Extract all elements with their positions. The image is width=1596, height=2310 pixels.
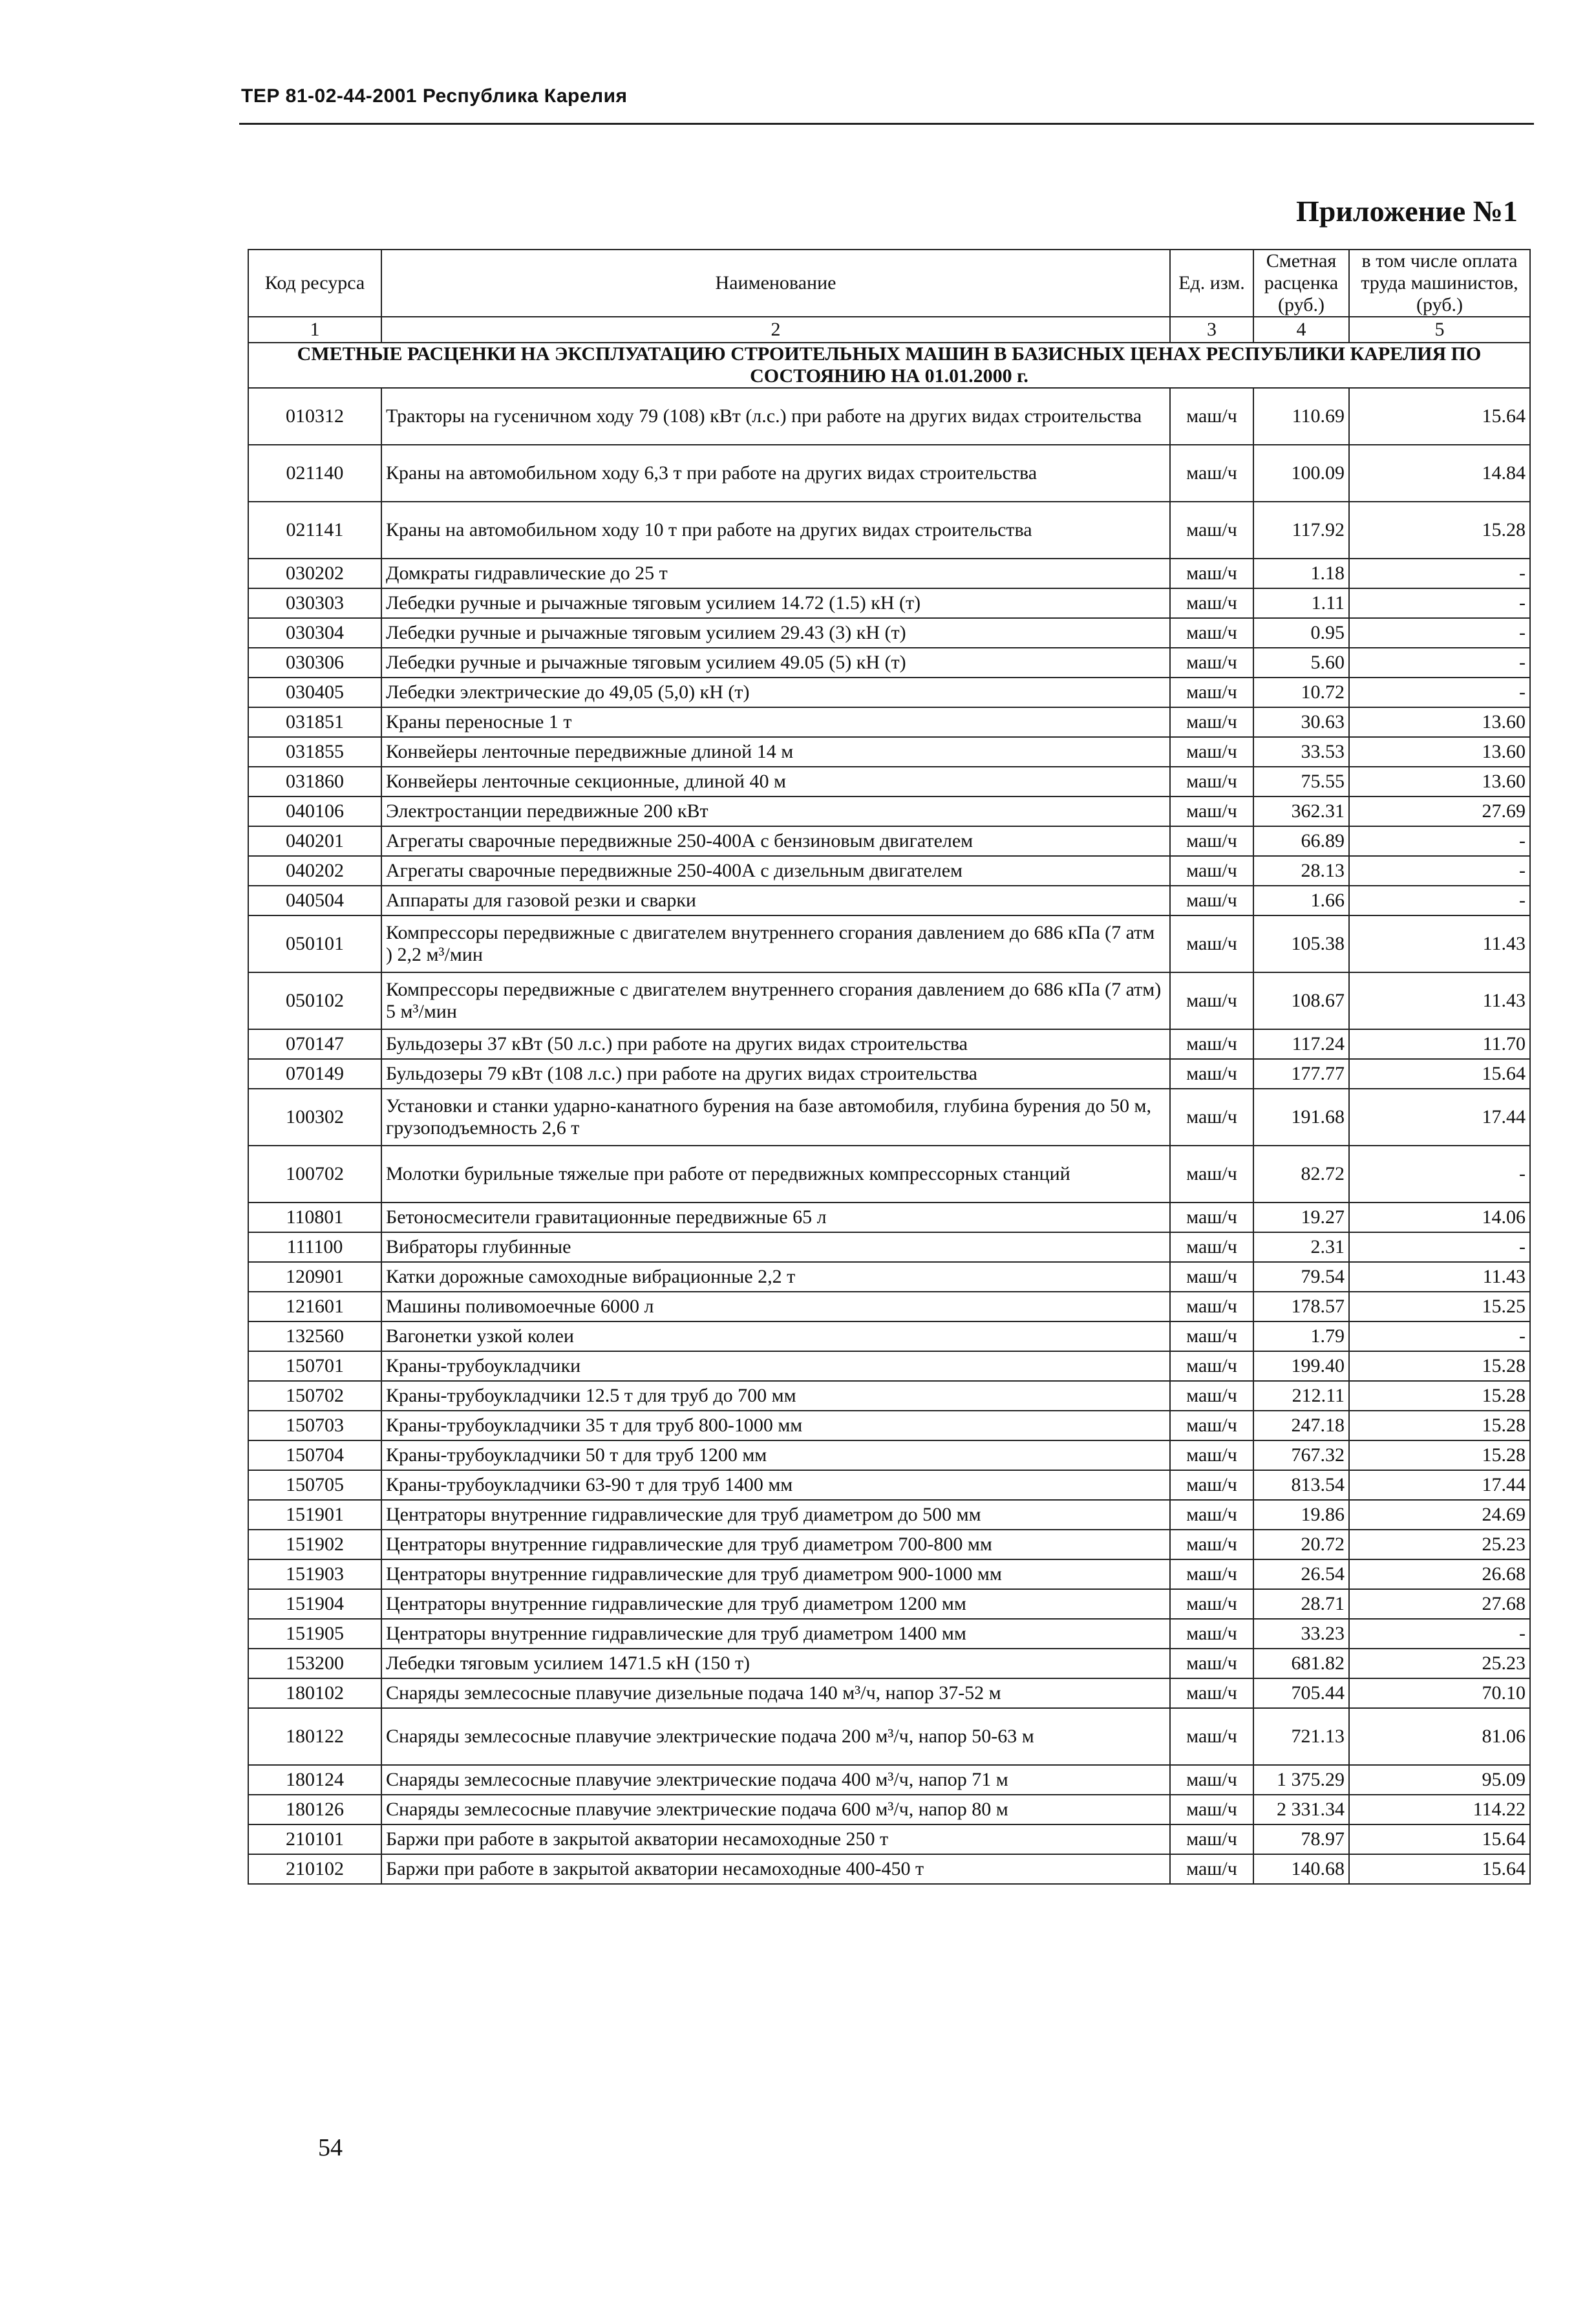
operator-wage: - — [1349, 826, 1530, 856]
table-row — [248, 1589, 1530, 1619]
resource-code: 040202 — [248, 856, 381, 886]
resource-code: 021141 — [248, 502, 381, 559]
col-number: 2 — [381, 317, 1170, 343]
resource-code: 151901 — [248, 1500, 381, 1530]
operator-wage: 15.64 — [1349, 1824, 1530, 1854]
operator-wage: 15.28 — [1349, 502, 1530, 559]
resource-name: Компрессоры передвижные с двигателем внутреннего сгорания давлением до 686 кПа (7 атм) 5 м³/мин — [381, 972, 1170, 1029]
resource-code: 030405 — [248, 678, 381, 707]
table-row — [248, 1292, 1530, 1321]
unit: маш/ч — [1170, 707, 1253, 737]
resource-code: 151904 — [248, 1589, 381, 1619]
price: 20.72 — [1253, 1530, 1349, 1559]
unit: маш/ч — [1170, 1500, 1253, 1530]
unit: маш/ч — [1170, 1292, 1253, 1321]
operator-wage: - — [1349, 559, 1530, 588]
price: 247.18 — [1253, 1411, 1349, 1440]
operator-wage: 15.28 — [1349, 1351, 1530, 1381]
unit: маш/ч — [1170, 1440, 1253, 1470]
table-row — [248, 648, 1530, 678]
table-row — [248, 1649, 1530, 1678]
table-row — [248, 1059, 1530, 1089]
price: 33.53 — [1253, 737, 1349, 767]
unit: маш/ч — [1170, 856, 1253, 886]
resource-name: Центраторы внутренние гидравлические для труб диаметром до 500 мм — [381, 1500, 1170, 1530]
unit: маш/ч — [1170, 886, 1253, 915]
unit: маш/ч — [1170, 1146, 1253, 1203]
unit: маш/ч — [1170, 388, 1253, 445]
resource-name: Баржи при работе в закрытой акватории несамоходные 250 т — [381, 1824, 1170, 1854]
operator-wage: 15.64 — [1349, 1854, 1530, 1884]
resource-name: Лебедки тяговым усилием 1471.5 кН (150 т) — [381, 1649, 1170, 1678]
table-row — [248, 1708, 1530, 1765]
resource-code: 150705 — [248, 1470, 381, 1500]
operator-wage: 11.43 — [1349, 972, 1530, 1029]
resource-name: Бетоносмесители гравитационные передвижные 65 л — [381, 1203, 1170, 1232]
unit: маш/ч — [1170, 1589, 1253, 1619]
resource-code: 180122 — [248, 1708, 381, 1765]
operator-wage: - — [1349, 588, 1530, 618]
resource-name: Аппараты для газовой резки и сварки — [381, 886, 1170, 915]
price: 177.77 — [1253, 1059, 1349, 1089]
resource-code: 040106 — [248, 797, 381, 826]
unit: маш/ч — [1170, 1854, 1253, 1884]
price: 2 331.34 — [1253, 1795, 1349, 1824]
resource-name: Краны-трубоукладчики 12.5 т для труб до 700 мм — [381, 1381, 1170, 1411]
price: 721.13 — [1253, 1708, 1349, 1765]
resource-code: 031851 — [248, 707, 381, 737]
table-row — [248, 1381, 1530, 1411]
table-row — [248, 559, 1530, 588]
table-row — [248, 1619, 1530, 1649]
resource-name: Катки дорожные самоходные вибрационные 2,2 т — [381, 1262, 1170, 1292]
price: 0.95 — [1253, 618, 1349, 648]
unit: маш/ч — [1170, 1795, 1253, 1824]
resource-name: Вибраторы глубинные — [381, 1232, 1170, 1262]
resource-name: Снаряды землесосные плавучие дизельные подача 140 м³/ч, напор 37-52 м — [381, 1678, 1170, 1708]
resource-name: Лебедки ручные и рычажные тяговым усилием 29.43 (3) кН (т) — [381, 618, 1170, 648]
price: 2.31 — [1253, 1232, 1349, 1262]
resource-name: Лебедки ручные и рычажные тяговым усилием 49.05 (5) кН (т) — [381, 648, 1170, 678]
resource-code: 040504 — [248, 886, 381, 915]
operator-wage: 15.25 — [1349, 1292, 1530, 1321]
page-number: 54 — [318, 2134, 343, 2161]
unit: маш/ч — [1170, 1381, 1253, 1411]
resource-code: 120901 — [248, 1262, 381, 1292]
operator-wage: - — [1349, 1232, 1530, 1262]
operator-wage: 13.60 — [1349, 707, 1530, 737]
resource-code: 210102 — [248, 1854, 381, 1884]
operator-wage: 27.68 — [1349, 1589, 1530, 1619]
section-title: СМЕТНЫЕ РАСЦЕНКИ НА ЭКСПЛУАТАЦИЮ СТРОИТЕЛЬНЫХ МАШИН В БАЗИСНЫХ ЦЕНАХ РЕСПУБЛИКИ КАРЕЛИЯ ПО СОСТОЯНИЮ НА 01.01.2000 г. — [248, 343, 1530, 388]
operator-wage: 81.06 — [1349, 1708, 1530, 1765]
table-row — [248, 826, 1530, 856]
table-row — [248, 588, 1530, 618]
table-row — [248, 445, 1530, 502]
col-number: 4 — [1253, 317, 1349, 343]
unit: маш/ч — [1170, 1262, 1253, 1292]
table-row — [248, 1262, 1530, 1292]
price: 767.32 — [1253, 1440, 1349, 1470]
price: 105.38 — [1253, 915, 1349, 972]
operator-wage: - — [1349, 618, 1530, 648]
price: 212.11 — [1253, 1381, 1349, 1411]
table-row — [248, 1530, 1530, 1559]
price: 117.24 — [1253, 1029, 1349, 1059]
unit: маш/ч — [1170, 445, 1253, 502]
unit: маш/ч — [1170, 737, 1253, 767]
resource-name: Домкраты гидравлические до 25 т — [381, 559, 1170, 588]
price: 681.82 — [1253, 1649, 1349, 1678]
unit: маш/ч — [1170, 1530, 1253, 1559]
resource-code: 100302 — [248, 1089, 381, 1146]
operator-wage: 11.43 — [1349, 915, 1530, 972]
table-row — [248, 1559, 1530, 1589]
resource-name: Бульдозеры 79 кВт (108 л.с.) при работе на других видах строительства — [381, 1059, 1170, 1089]
resource-name: Тракторы на гусеничном ходу 79 (108) кВт (л.с.) при работе на других видах строительства — [381, 388, 1170, 445]
col-header-code: Код ресурса — [248, 250, 381, 317]
resource-name: Вагонетки узкой колеи — [381, 1321, 1170, 1351]
table-row — [248, 1824, 1530, 1854]
resource-name: Лебедки ручные и рычажные тяговым усилием 14.72 (1.5) кН (т) — [381, 588, 1170, 618]
operator-wage: 15.28 — [1349, 1381, 1530, 1411]
table-row — [248, 737, 1530, 767]
column-number-row — [248, 317, 1530, 343]
price: 1.66 — [1253, 886, 1349, 915]
resource-name: Краны-трубоукладчики 50 т для труб 1200 мм — [381, 1440, 1170, 1470]
price: 79.54 — [1253, 1262, 1349, 1292]
unit: маш/ч — [1170, 915, 1253, 972]
table-row — [248, 1765, 1530, 1795]
resource-code: 010312 — [248, 388, 381, 445]
col-header-name: Наименование — [381, 250, 1170, 317]
table-row — [248, 1854, 1530, 1884]
price: 5.60 — [1253, 648, 1349, 678]
table-row — [248, 1411, 1530, 1440]
resource-name: Установки и станки ударно-канатного бурения на базе автомобиля, глубина бурения до 50 м, грузоподъемность 2,6 т — [381, 1089, 1170, 1146]
resource-code: 150701 — [248, 1351, 381, 1381]
unit: маш/ч — [1170, 1321, 1253, 1351]
operator-wage: 14.84 — [1349, 445, 1530, 502]
resource-code: 040201 — [248, 826, 381, 856]
resource-name: Центраторы внутренние гидравлические для труб диаметром 700-800 мм — [381, 1530, 1170, 1559]
table-row — [248, 618, 1530, 648]
operator-wage: - — [1349, 856, 1530, 886]
operator-wage: 17.44 — [1349, 1470, 1530, 1500]
resource-name: Снаряды землесосные плавучие электрические подача 200 м³/ч, напор 50-63 м — [381, 1708, 1170, 1765]
price: 110.69 — [1253, 388, 1349, 445]
table-row — [248, 1678, 1530, 1708]
unit: маш/ч — [1170, 678, 1253, 707]
price: 1.79 — [1253, 1321, 1349, 1351]
resource-code: 153200 — [248, 1649, 381, 1678]
resource-name: Краны-трубоукладчики 63-90 т для труб 1400 мм — [381, 1470, 1170, 1500]
price: 66.89 — [1253, 826, 1349, 856]
price: 1.11 — [1253, 588, 1349, 618]
table-row — [248, 1321, 1530, 1351]
price: 100.09 — [1253, 445, 1349, 502]
resource-code: 150704 — [248, 1440, 381, 1470]
unit: маш/ч — [1170, 648, 1253, 678]
resource-name: Конвейеры ленточные секционные, длиной 40 м — [381, 767, 1170, 797]
resource-name: Компрессоры передвижные с двигателем внутреннего сгорания давлением до 686 кПа (7 атм ) 2,2 м³/мин — [381, 915, 1170, 972]
col-number: 5 — [1349, 317, 1530, 343]
resource-code: 030202 — [248, 559, 381, 588]
resource-code: 151905 — [248, 1619, 381, 1649]
price: 108.67 — [1253, 972, 1349, 1029]
section-title-row — [248, 343, 1530, 388]
unit: маш/ч — [1170, 588, 1253, 618]
resource-code: 180124 — [248, 1765, 381, 1795]
table-row — [248, 797, 1530, 826]
resource-code: 110801 — [248, 1203, 381, 1232]
resource-name: Агрегаты сварочные передвижные 250-400А с дизельным двигателем — [381, 856, 1170, 886]
col-number: 3 — [1170, 317, 1253, 343]
unit: маш/ч — [1170, 1559, 1253, 1589]
resource-name: Конвейеры ленточные передвижные длиной 14 м — [381, 737, 1170, 767]
operator-wage: 17.44 — [1349, 1089, 1530, 1146]
document-header: ТЕР 81-02-44-2001 Республика Карелия — [241, 85, 628, 107]
operator-wage: 14.06 — [1349, 1203, 1530, 1232]
unit: маш/ч — [1170, 1708, 1253, 1765]
resource-name: Краны-трубоукладчики — [381, 1351, 1170, 1381]
unit: маш/ч — [1170, 559, 1253, 588]
col-header-wage: в том числе оплата труда машинистов, (руб.) — [1349, 250, 1530, 317]
table-row — [248, 915, 1530, 972]
unit: маш/ч — [1170, 972, 1253, 1029]
price: 19.27 — [1253, 1203, 1349, 1232]
resource-name: Краны переносные 1 т — [381, 707, 1170, 737]
unit: маш/ч — [1170, 1059, 1253, 1089]
operator-wage: 15.64 — [1349, 1059, 1530, 1089]
resource-code: 151903 — [248, 1559, 381, 1589]
col-number: 1 — [248, 317, 381, 343]
operator-wage: 15.28 — [1349, 1440, 1530, 1470]
col-header-unit: Ед. изм. — [1170, 250, 1253, 317]
unit: маш/ч — [1170, 826, 1253, 856]
table-row — [248, 678, 1530, 707]
resource-code: 050102 — [248, 972, 381, 1029]
resource-name: Снаряды землесосные плавучие электрические подача 400 м³/ч, напор 71 м — [381, 1765, 1170, 1795]
resource-code: 180126 — [248, 1795, 381, 1824]
resource-name: Краны на автомобильном ходу 6,3 т при работе на других видах строительства — [381, 445, 1170, 502]
operator-wage: 95.09 — [1349, 1765, 1530, 1795]
resource-code: 030306 — [248, 648, 381, 678]
operator-wage: 27.69 — [1349, 797, 1530, 826]
unit: маш/ч — [1170, 1232, 1253, 1262]
unit: маш/ч — [1170, 1470, 1253, 1500]
unit: маш/ч — [1170, 767, 1253, 797]
resource-code: 031860 — [248, 767, 381, 797]
resource-code: 132560 — [248, 1321, 381, 1351]
unit: маш/ч — [1170, 1203, 1253, 1232]
unit: маш/ч — [1170, 1619, 1253, 1649]
unit: маш/ч — [1170, 618, 1253, 648]
operator-wage: 11.70 — [1349, 1029, 1530, 1059]
header-rule — [239, 123, 1534, 125]
unit: маш/ч — [1170, 797, 1253, 826]
operator-wage: 15.64 — [1349, 388, 1530, 445]
operator-wage: 114.22 — [1349, 1795, 1530, 1824]
resource-name: Центраторы внутренние гидравлические для труб диаметром 1400 мм — [381, 1619, 1170, 1649]
resource-name: Бульдозеры 37 кВт (50 л.с.) при работе на других видах строительства — [381, 1029, 1170, 1059]
table-row — [248, 1470, 1530, 1500]
resource-name: Краны на автомобильном ходу 10 т при работе на других видах строительства — [381, 502, 1170, 559]
appendix-label: Приложение №1 — [1296, 195, 1518, 228]
resource-code: 021140 — [248, 445, 381, 502]
table-row — [248, 1089, 1530, 1146]
table-row — [248, 707, 1530, 737]
price: 705.44 — [1253, 1678, 1349, 1708]
operator-wage: - — [1349, 678, 1530, 707]
operator-wage: 13.60 — [1349, 767, 1530, 797]
price: 30.63 — [1253, 707, 1349, 737]
resource-name: Баржи при работе в закрытой акватории несамоходные 400-450 т — [381, 1854, 1170, 1884]
price: 362.31 — [1253, 797, 1349, 826]
unit: маш/ч — [1170, 1765, 1253, 1795]
resource-name: Центраторы внутренние гидравлические для труб диаметром 900-1000 мм — [381, 1559, 1170, 1589]
resource-code: 180102 — [248, 1678, 381, 1708]
resource-name: Краны-трубоукладчики 35 т для труб 800-1000 мм — [381, 1411, 1170, 1440]
unit: маш/ч — [1170, 1824, 1253, 1854]
price: 75.55 — [1253, 767, 1349, 797]
table-row — [248, 1795, 1530, 1824]
unit: маш/ч — [1170, 1678, 1253, 1708]
resource-code: 121601 — [248, 1292, 381, 1321]
operator-wage: 25.23 — [1349, 1530, 1530, 1559]
table-body — [248, 388, 1530, 1884]
resource-code: 150702 — [248, 1381, 381, 1411]
resource-code: 031855 — [248, 737, 381, 767]
table-row — [248, 972, 1530, 1029]
unit: маш/ч — [1170, 1351, 1253, 1381]
resource-name: Снаряды землесосные плавучие электрические подача 600 м³/ч, напор 80 м — [381, 1795, 1170, 1824]
unit: маш/ч — [1170, 1029, 1253, 1059]
price: 82.72 — [1253, 1146, 1349, 1203]
resource-code: 210101 — [248, 1824, 381, 1854]
table-row — [248, 1500, 1530, 1530]
table-row — [248, 886, 1530, 915]
unit: маш/ч — [1170, 1411, 1253, 1440]
table-row — [248, 1203, 1530, 1232]
price: 140.68 — [1253, 1854, 1349, 1884]
table-row — [248, 856, 1530, 886]
price: 78.97 — [1253, 1824, 1349, 1854]
price: 1.18 — [1253, 559, 1349, 588]
resource-code: 030304 — [248, 618, 381, 648]
table-row — [248, 1029, 1530, 1059]
operator-wage: 26.68 — [1349, 1559, 1530, 1589]
table-row — [248, 1146, 1530, 1203]
price: 26.54 — [1253, 1559, 1349, 1589]
resource-name: Молотки бурильные тяжелые при работе от передвижных компрессорных станций — [381, 1146, 1170, 1203]
table-row — [248, 1351, 1530, 1381]
resource-code: 050101 — [248, 915, 381, 972]
resource-code: 100702 — [248, 1146, 381, 1203]
price: 28.13 — [1253, 856, 1349, 886]
unit: маш/ч — [1170, 502, 1253, 559]
price: 19.86 — [1253, 1500, 1349, 1530]
resource-code: 070147 — [248, 1029, 381, 1059]
unit: маш/ч — [1170, 1649, 1253, 1678]
col-header-price: Сметная расценка (руб.) — [1253, 250, 1349, 317]
table-header-row — [248, 250, 1530, 317]
table-row — [248, 388, 1530, 445]
operator-wage: - — [1349, 648, 1530, 678]
resource-code: 070149 — [248, 1059, 381, 1089]
resource-name: Машины поливомоечные 6000 л — [381, 1292, 1170, 1321]
operator-wage: - — [1349, 1619, 1530, 1649]
rates-table — [248, 249, 1531, 1885]
price: 191.68 — [1253, 1089, 1349, 1146]
operator-wage: - — [1349, 886, 1530, 915]
operator-wage: 25.23 — [1349, 1649, 1530, 1678]
table-row — [248, 1232, 1530, 1262]
operator-wage: - — [1349, 1146, 1530, 1203]
operator-wage: 13.60 — [1349, 737, 1530, 767]
operator-wage: - — [1349, 1321, 1530, 1351]
price: 117.92 — [1253, 502, 1349, 559]
resource-name: Лебедки электрические до 49,05 (5,0) кН (т) — [381, 678, 1170, 707]
resource-name: Агрегаты сварочные передвижные 250-400А с бензиновым двигателем — [381, 826, 1170, 856]
operator-wage: 15.28 — [1349, 1411, 1530, 1440]
resource-code: 151902 — [248, 1530, 381, 1559]
operator-wage: 24.69 — [1349, 1500, 1530, 1530]
table-row — [248, 1440, 1530, 1470]
table-row — [248, 767, 1530, 797]
resource-code: 030303 — [248, 588, 381, 618]
operator-wage: 70.10 — [1349, 1678, 1530, 1708]
price: 28.71 — [1253, 1589, 1349, 1619]
resource-code: 150703 — [248, 1411, 381, 1440]
price: 33.23 — [1253, 1619, 1349, 1649]
price: 1 375.29 — [1253, 1765, 1349, 1795]
price: 813.54 — [1253, 1470, 1349, 1500]
unit: маш/ч — [1170, 1089, 1253, 1146]
price: 178.57 — [1253, 1292, 1349, 1321]
price: 10.72 — [1253, 678, 1349, 707]
table-row — [248, 502, 1530, 559]
price: 199.40 — [1253, 1351, 1349, 1381]
operator-wage: 11.43 — [1349, 1262, 1530, 1292]
resource-name: Центраторы внутренние гидравлические для труб диаметром 1200 мм — [381, 1589, 1170, 1619]
resource-code: 111100 — [248, 1232, 381, 1262]
resource-name: Электростанции передвижные 200 кВт — [381, 797, 1170, 826]
